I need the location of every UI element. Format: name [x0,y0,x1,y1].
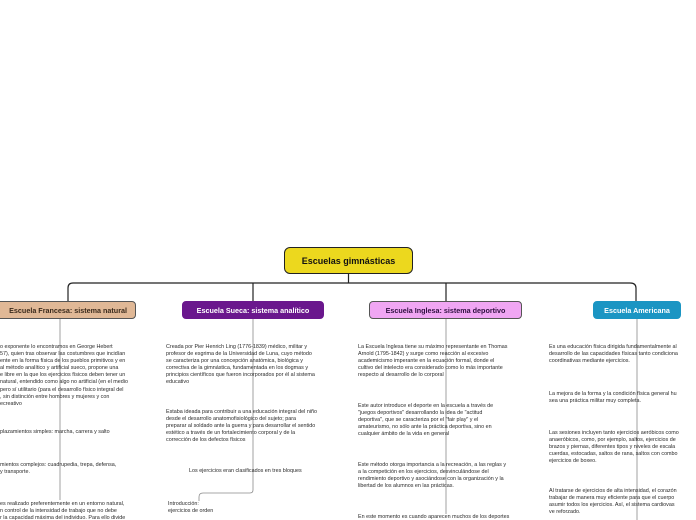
branch-escuela-inglesa[interactable] [369,301,522,319]
inglesa-note-3[interactable]: Este método otorga importancia a la recreación, a las reglas y a la competición en los ejercicios, desvinculándose del rendimiento deportivo y asociándose con la organización y la libertad de los alumnos en las prácticas. [358,462,507,490]
americana-note-4[interactable]: Al tratarse de ejercicios de alta intensidad, el corazón trabajar de manera muy eficiente para que el cuerpo asumir todos los ejercicios. Así, el sistema cardiovas ve reforzado. [549,488,677,516]
branch-escuela-sueca[interactable] [182,301,324,319]
francesa-note-2[interactable]: plazamientos simples: marcha, carrera y salto [0,429,110,435]
americana-note-3[interactable]: Las sesiones incluyen tanto ejercicios aeróbicos como anaeróbicos, como, por ejemplo, saltos, ejercicios de brazos y piernas, diferentes tipos y niveles de escala cuerdas, estocadas, saltos de rana, saltos con combo ejercicios de boxeo. [549,430,679,465]
branch-label: Escuela Inglesa: sistema deportivo [385,305,506,315]
sueca-note-3[interactable]: Los ejercicios eran clasificados en tres bloques [189,468,302,474]
branch-escuela-francesa[interactable] [0,301,136,319]
root-topic[interactable] [284,247,413,274]
branch-label: Escuela Americana [604,305,670,315]
inglesa-note-4[interactable]: En este momento es cuando aparecen muchos de los deportes [358,514,510,520]
sueca-note-4[interactable]: Introducción: ejercicios de orden [168,501,214,515]
branch-escuela-americana[interactable] [593,301,681,319]
branch-label: Escuela Francesa: sistema natural [9,305,127,315]
inglesa-note-1[interactable]: La Escuela Inglesa tiene su máximo representante en Thomas Arnold (1795-1842) y surge como reacción al excesivo academicismo imperante en la ecuación formal, donde el cultivo del intelecto era considerado como lo más importante respecto al desarrollo de lo corporal [358,344,508,379]
americana-note-1[interactable]: Es una educación física dirigida fundamentalmente al desarrollo de las capacidades físicas tanto condiciona coordinativas mediante ejercicios. [549,344,678,365]
inglesa-note-2[interactable]: Este autor introduce el deporte en la escuela a través de "juegos deportivos" desarrollando la idea de "actitud deportiva", que se caracteriza por el "fair play" y el amateurismo, no sólo ante la práctica deportiva, sino en cualquier ámbito de la vida en general [358,403,494,438]
branch-label: Escuela Sueca: sistema analítico [196,305,310,315]
americana-note-2[interactable]: La mejora de la forma y la condición física general hu sea una práctica militar muy completa. [549,391,677,405]
sueca-note-1[interactable]: Creada por Pier Henrich Ling (1776-1839) médico, militar y profesor de esgrima de la Universidad de Luna, cuyo método se caracteriza por una concepción anatómica, biológica y correctiva de la gimnástica, fundamentada en los dogmas y principios científicos que fueron incorporados por él al sistema educativo [166,344,315,386]
sueca-note-2[interactable]: Estaba ideada para contribuir a una educación integral del niño desde el desarrollo anatomofisiológico del sujeto; para preparar al soldado ante la guerra y para desarrollar el sentido estético a través de un fortalecimiento corporal y de la corrección de los defectos físicos [166,409,318,444]
francesa-note-1[interactable]: o exponente lo encontramos en George Hebert 57), quien tras observar las costumbres que incidían ente en la forma física de los pueblos primitivos y en al método analítico y artificial sueco, propone una e libre en la que los ejercicios físicos deben tener un natural, entendido como algo no artificial (en el medio pero sí utilitario (para el desarrollo físico integral del , sin distinción entre hombres y mujeres y con ecreativo [0,344,128,407]
francesa-note-4[interactable]: es realizado preferentemente en un entorno natural, n control de la intensidad de trabajo que no debe r la capacidad máxima del individuo. Para ello divide [0,501,126,520]
francesa-note-3[interactable]: mientos complejos: cuadrupedia, trepa, defensa, y transporte. [0,462,117,476]
root-title: Escuelas gimnásticas [301,255,396,266]
